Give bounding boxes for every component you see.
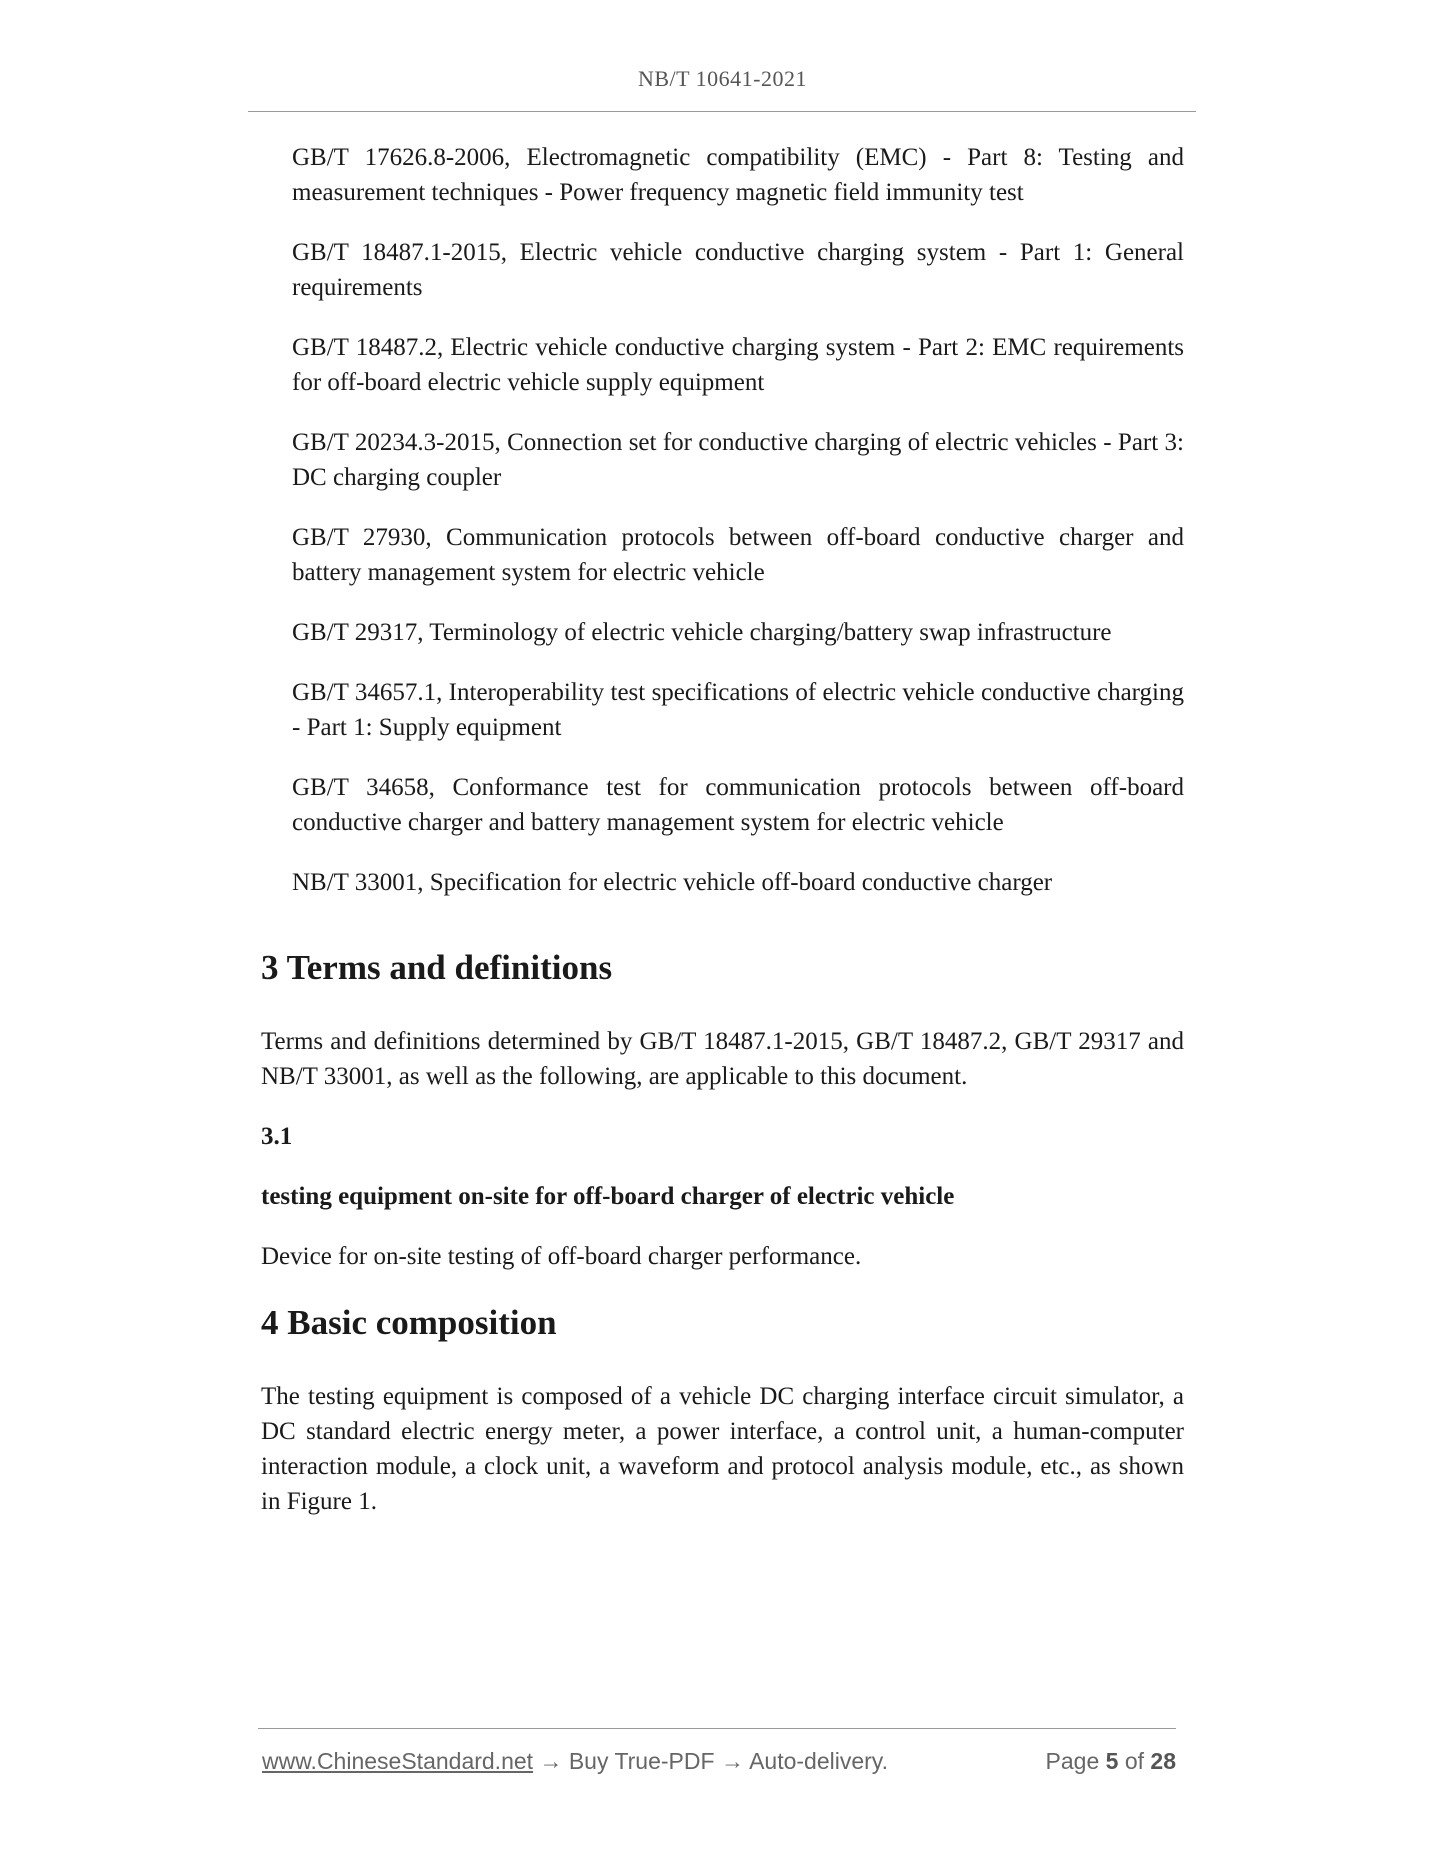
buy-true-pdf-link[interactable]: Buy True-PDF — [568, 1748, 715, 1774]
reference-item: GB/T 18487.1-2015, Electric vehicle conductive charging system - Part 1: General requirements — [292, 239, 1184, 301]
header-divider — [248, 111, 1196, 112]
arrow-right-icon: → — [720, 1748, 744, 1774]
of-label: of — [1124, 1748, 1145, 1774]
term-name: testing equipment on-site for off-board charger of electric vehicle — [261, 1183, 955, 1210]
arrow-right-icon: → — [539, 1748, 563, 1774]
reference-item: GB/T 27930, Communication protocols between off-board conductive charger and battery management system for electric vehicle — [292, 524, 1184, 586]
section-intro: Terms and definitions determined by GB/T 18487.1-2015, GB/T 18487.2, GB/T 29317 and NB/T 33001, as well as the following, are applicable to this document. — [261, 1028, 1184, 1090]
page-label: Page — [1045, 1748, 1100, 1774]
reference-item: GB/T 20234.3-2015, Connection set for conductive charging of electric vehicles - Part 3: DC charging coupler — [292, 429, 1184, 491]
page-header-title: NB/T 10641-2021 — [637, 66, 808, 91]
page-number: 5 — [1105, 1748, 1119, 1774]
reference-item: NB/T 33001, Specification for electric vehicle off-board conductive charger — [292, 869, 1053, 896]
reference-item: GB/T 34657.1, Interoperability test specifications of electric vehicle conductive charging - Part 1: Supply equipment — [292, 679, 1184, 741]
auto-delivery-text: Auto-delivery. — [749, 1748, 888, 1774]
reference-item: GB/T 17626.8-2006, Electromagnetic compatibility (EMC) - Part 8: Testing and measurement techniques - Power frequency magnetic field immunity test — [292, 144, 1184, 206]
page-total: 28 — [1150, 1748, 1176, 1774]
section-terms-and-definitions — [261, 944, 1184, 1274]
main-content — [261, 944, 1184, 1544]
term-definition: Device for on-site testing of off-board charger performance. — [261, 1243, 862, 1270]
section-basic-composition — [261, 1299, 1184, 1519]
reference-item: GB/T 29317, Terminology of electric vehicle charging/battery swap infrastructure — [292, 619, 1112, 646]
footer-divider — [258, 1728, 1176, 1729]
section-heading: 3 Terms and definitions — [261, 948, 613, 987]
footer-promo — [262, 1748, 888, 1775]
page-indicator — [1046, 1748, 1176, 1775]
reference-item: GB/T 34658, Conformance test for communication protocols between off-board conductive charger and battery management system for electric vehicle — [292, 774, 1184, 836]
normative-references-list — [292, 140, 1184, 925]
section-body: The testing equipment is composed of a vehicle DC charging interface circuit simulator, a DC standard electric energy meter, a power interface, a control unit, a human-computer interaction module, a clock unit, a waveform and protocol analysis module, etc., as shown in Figure 1. — [261, 1383, 1184, 1515]
page-footer — [262, 1748, 1176, 1782]
reference-item: GB/T 18487.2, Electric vehicle conductive charging system - Part 2: EMC requirements for off-board electric vehicle supply equipment — [292, 334, 1184, 396]
website-link[interactable]: www.ChineseStandard.net — [262, 1748, 534, 1774]
section-heading: 4 Basic composition — [261, 1303, 557, 1342]
term-number: 3.1 — [261, 1123, 293, 1150]
